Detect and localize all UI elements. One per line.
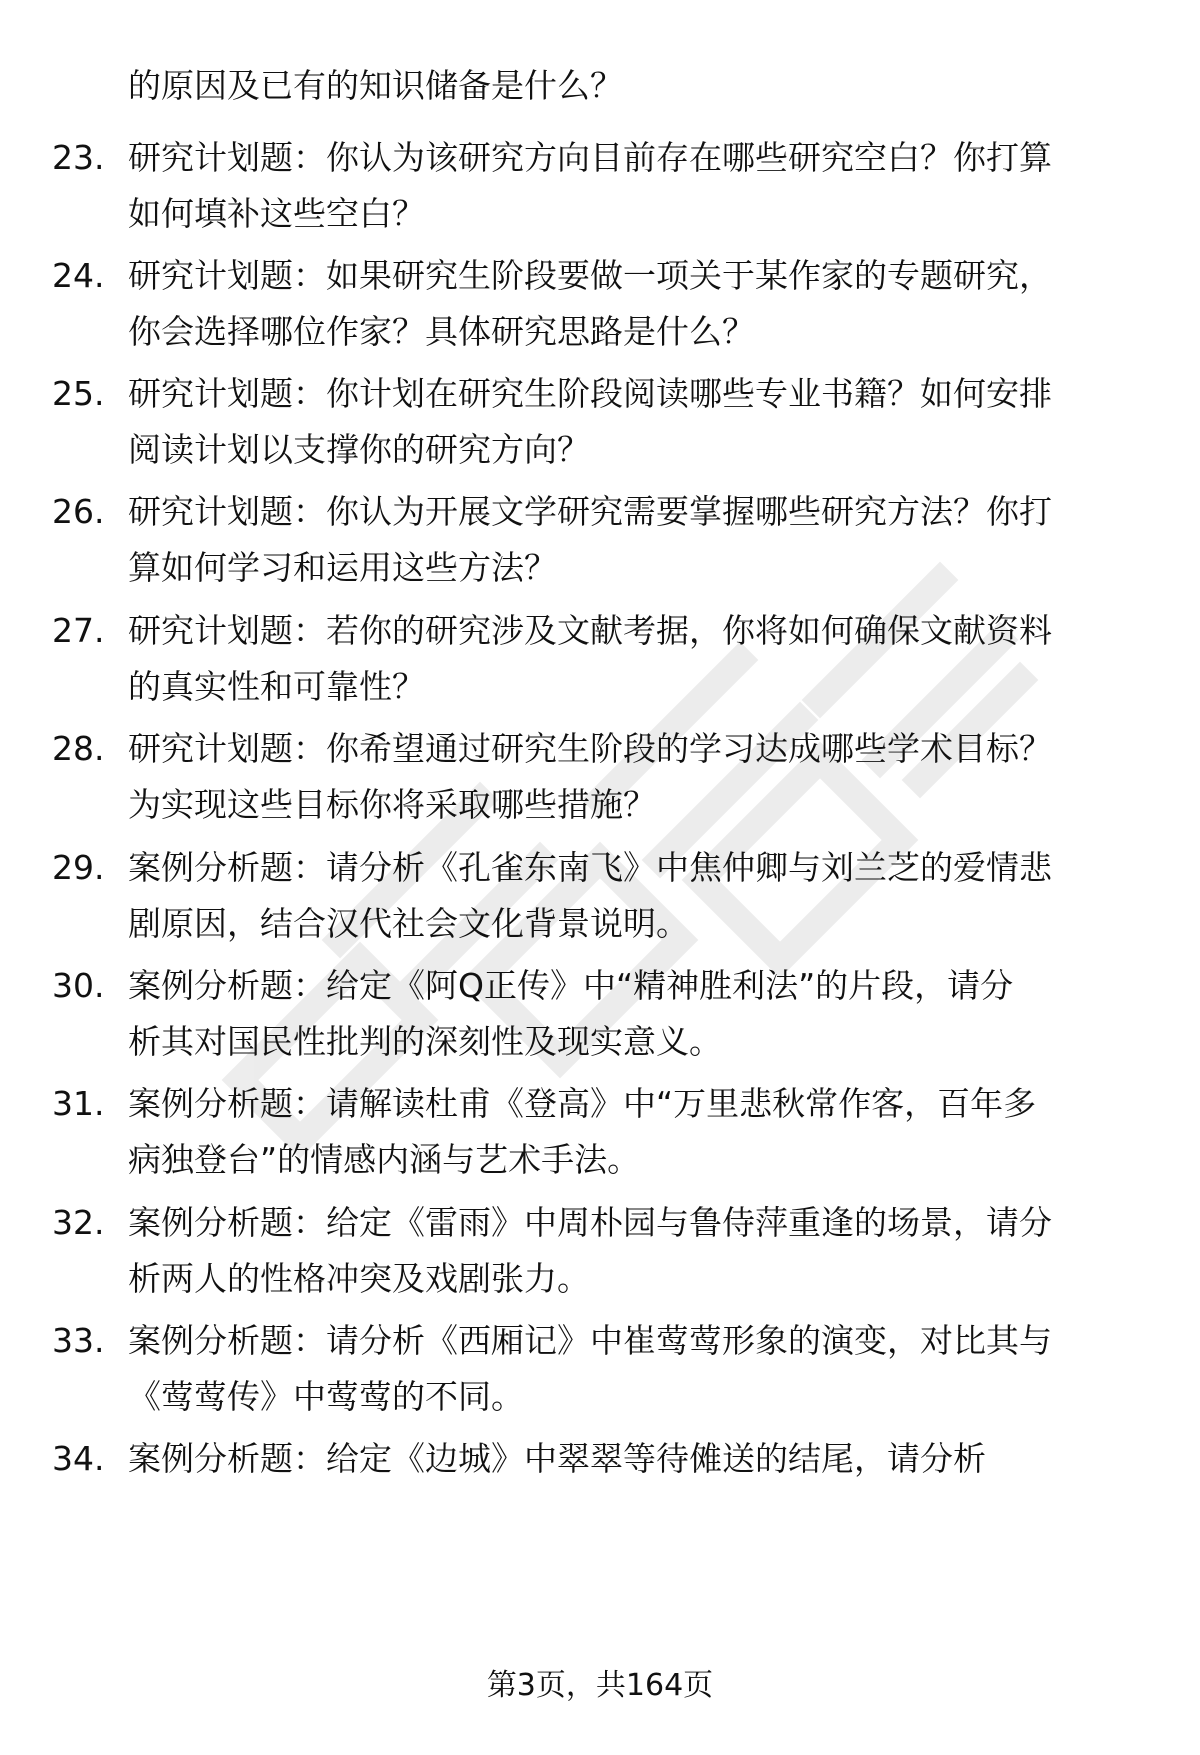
- question-text: [128, 1195, 1148, 1307]
- question-line: 阅读计划以支撑你的研究方向？: [128, 430, 590, 469]
- question-line: 析其对国民性批判的深刻性及现实意义。: [128, 1022, 722, 1061]
- question-line: 案例分析题：请解读杜甫《登高》中“万里悲秋常作客，百年多: [128, 1084, 1037, 1123]
- question-line: 案例分析题：给定《阿Q正传》中“精神胜利法”的片段，请分: [128, 966, 1014, 1005]
- question-line: 案例分析题：给定《雷雨》中周朴园与鲁侍萍重逢的场景，请分: [128, 1203, 1052, 1242]
- question-line: 析两人的性格冲突及戏剧张力。: [128, 1259, 590, 1298]
- page-footer: 第3页，共164页: [486, 1668, 714, 1703]
- question-line: 案例分析题：给定《边城》中翠翠等待傩送的结尾，请分析: [128, 1439, 986, 1478]
- question-number: 28.: [52, 729, 105, 768]
- question-number: 32.: [52, 1203, 105, 1242]
- question-text: [128, 1313, 1148, 1425]
- question-text: [128, 484, 1148, 596]
- question-number: 25.: [52, 374, 105, 413]
- question-line: 研究计划题：你认为该研究方向目前存在哪些研究空白？你打算: [128, 138, 1052, 177]
- question-line: 为实现这些目标你将采取哪些措施？: [128, 785, 656, 824]
- question-text: [128, 248, 1148, 360]
- question-text: [128, 958, 1148, 1070]
- question-number: 24.: [52, 256, 105, 295]
- question-line: 研究计划题：你希望通过研究生阶段的学习达成哪些学术目标？: [128, 729, 1052, 768]
- question-line: 病独登台”的情感内涵与艺术手法。: [128, 1140, 641, 1179]
- question-line: 剧原因，结合汉代社会文化背景说明。: [128, 904, 689, 943]
- question-line: 案例分析题：请分析《孔雀东南飞》中焦仲卿与刘兰芝的爱情悲: [128, 848, 1052, 887]
- question-text: [128, 130, 1148, 242]
- question-text: [128, 1431, 1148, 1487]
- question-text: [128, 366, 1148, 478]
- question-line: 研究计划题：如果研究生阶段要做一项关于某作家的专题研究，: [128, 256, 1052, 295]
- question-number: 34.: [52, 1439, 105, 1478]
- question-text: [128, 603, 1148, 715]
- question-line: 《莺莺传》中莺莺的不同。: [128, 1377, 524, 1416]
- question-text: [128, 721, 1148, 833]
- question-line: 算如何学习和运用这些方法？: [128, 548, 557, 587]
- question-line: 你会选择哪位作家？具体研究思路是什么？: [128, 312, 755, 351]
- question-number: 30.: [52, 966, 105, 1005]
- question-line: 案例分析题：请分析《西厢记》中崔莺莺形象的演变，对比其与: [128, 1321, 1052, 1360]
- question-number: 23.: [52, 138, 105, 177]
- question-text: [128, 840, 1148, 952]
- question-line: 的真实性和可靠性？: [128, 667, 425, 706]
- question-line: 如何填补这些空白？: [128, 194, 425, 233]
- question-line: 研究计划题：若你的研究涉及文献考据，你将如何确保文献资料: [128, 611, 1052, 650]
- question-number: 31.: [52, 1084, 105, 1123]
- question-line: 研究计划题：你认为开展文学研究需要掌握哪些研究方法？你打: [128, 492, 1052, 531]
- question-number: 26.: [52, 492, 105, 531]
- question-number: 29.: [52, 848, 105, 887]
- question-number: 27.: [52, 611, 105, 650]
- continuation-text: 的原因及已有的知识储备是什么？: [128, 66, 623, 105]
- question-line: 研究计划题：你计划在研究生阶段阅读哪些专业书籍？如何安排: [128, 374, 1052, 413]
- question-number: 33.: [52, 1321, 105, 1360]
- question-text: [128, 1076, 1148, 1188]
